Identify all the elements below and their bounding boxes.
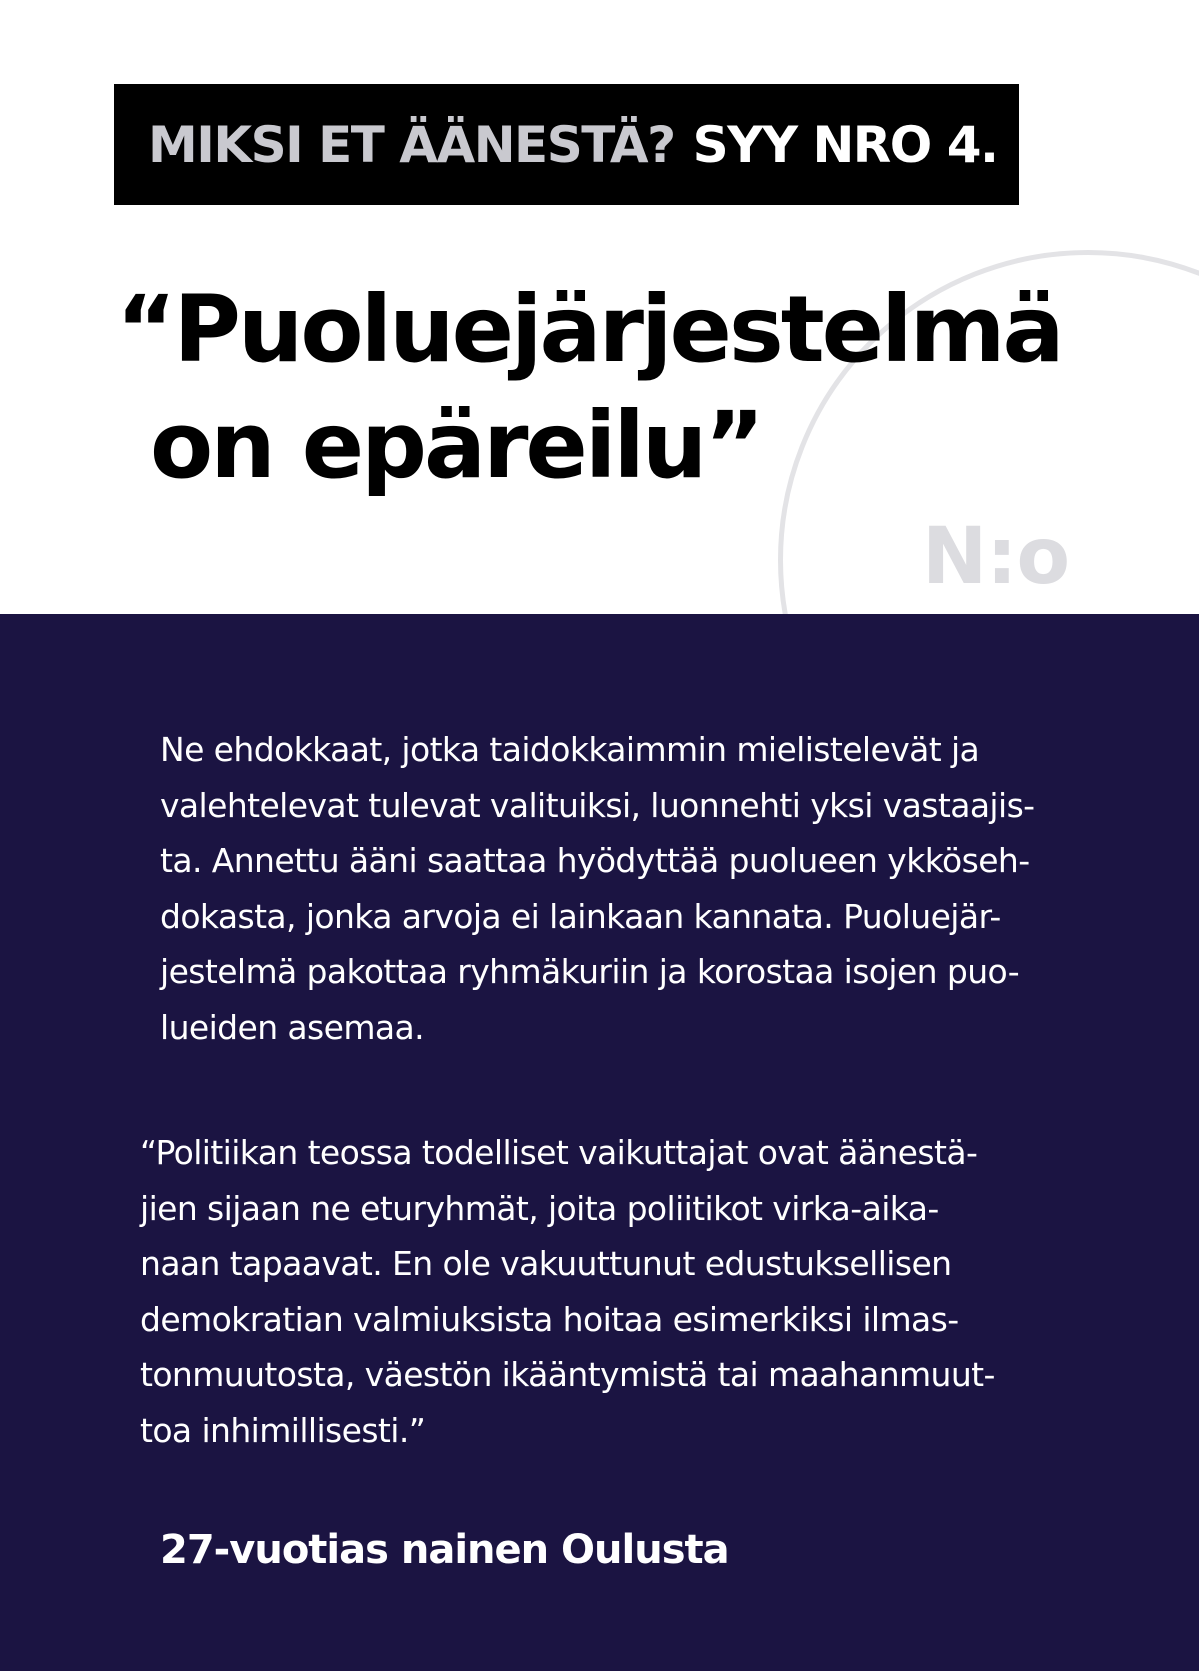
header-reason: SYY NRO 4. bbox=[692, 115, 998, 174]
header-bar bbox=[114, 84, 1019, 205]
headline bbox=[116, 272, 1062, 504]
quote-attribution: 27-vuotias nainen Oulusta bbox=[160, 1527, 729, 1573]
headline-line-2: on epäreilu” bbox=[150, 392, 762, 499]
top-section bbox=[0, 0, 1199, 614]
header-question: MIKSI ET ÄÄNESTÄ? bbox=[148, 115, 675, 174]
respondent-quote: “Politiikan teossa todelliset vaikuttajat ovat äänestä- jien sijaan ne eturyhmät, joita poliitikot virka-aika- naan tapaavat. En ole vakuuttunut edustuksellisen demokratian valmiuksista hoitaa esimerkiksi ilmas- tonmuutosta, väestön ikääntymistä tai maahanmuut- toa inhimillisesti.” bbox=[140, 1133, 995, 1450]
headline-line-1: “Puoluejärjestelmä bbox=[116, 276, 1062, 383]
numero-mark: N:o bbox=[922, 512, 1070, 602]
body-paragraph: Ne ehdokkaat, jotka taidokkaimmin mielistelevät ja valehtelevat tulevat valituiksi, luonnehti yksi vastaajis- ta. Annettu ääni saattaa hyödyttää puolueen ykköseh- dokasta, jonka arvoja ei lainkaan kannata. Puoluejär- jestelmä pakottaa ryhmäkuriin ja korostaa isojen puo- lueiden asemaa. bbox=[160, 730, 1035, 1047]
